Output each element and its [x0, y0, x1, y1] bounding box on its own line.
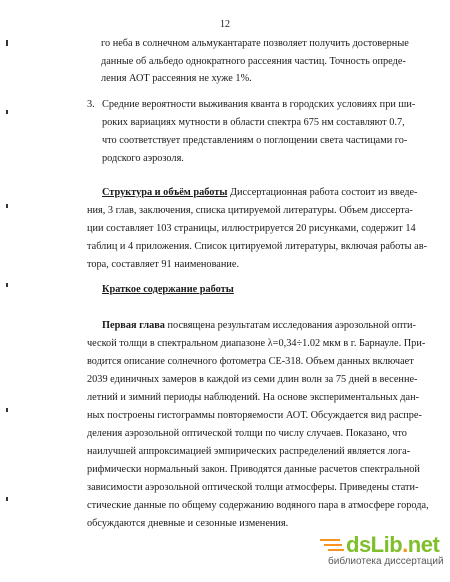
paragraph-line: роких вариациях мутности в области спектра 675 нм составляют 0.7,: [102, 117, 405, 128]
logo-tld: net: [407, 532, 440, 557]
paragraph-line: зависимости аэрозольной оптической толщи атмосферы. Приведены стати-: [87, 482, 419, 493]
paragraph-line: таблиц и 4 приложения. Список цитируемой литературы, включая работы ав-: [87, 241, 428, 252]
dslib-logo: [346, 532, 439, 558]
logo-main: dsLib: [346, 532, 403, 557]
paragraph-line: 2039 единичных замеров в каждой из семи длин волн за 75 дней в весенне-: [87, 374, 418, 385]
paragraph-line: [102, 187, 418, 199]
structure-heading: Структура и объём работы: [102, 187, 228, 198]
scan-edge-mark: [6, 204, 8, 208]
paragraph-line: деления аэрозольной оптической толщи по числу случаев. Показано, что: [87, 428, 407, 439]
chapter-lead: Первая глава: [102, 320, 165, 331]
paragraph-line: ления АОТ рассеяния не хуже 1%.: [101, 73, 252, 84]
paragraph-line: летний и зимний периоды наблюдений. На основе экспериментальных дан-: [87, 392, 420, 403]
paragraph-line: ции составляет 103 страницы, иллюстрируется 20 рисунками, содержит 14: [87, 223, 416, 234]
paragraph-line: ческой толщи в спектральном диапазоне λ=0,34÷1.02 мкм в г. Барнауле. При-: [87, 338, 426, 349]
paragraph-line: что соответствует представлениям о поглощении света частицами го-: [102, 135, 408, 146]
watermark-subtitle: библиотека диссертаций: [328, 556, 444, 567]
paragraph-line: го неба в солнечном альмукантарате позволяет получить достоверные: [101, 38, 409, 49]
paragraph-line: обсуждаются дневные и сезонные изменения.: [87, 518, 289, 529]
logo-dot: .: [402, 532, 408, 557]
list-item-number: 3.: [87, 99, 95, 110]
paragraph-line: [102, 320, 416, 332]
paragraph-line: родского аэрозоля.: [102, 153, 184, 164]
dslib-watermark: [318, 532, 446, 572]
section-heading: Краткое содержание работы: [102, 284, 234, 295]
paragraph-line: ния, 3 глав, заключения, списка цитируемой литературы. Объем диссерта-: [87, 205, 413, 216]
page-number: 12: [220, 19, 230, 30]
paragraph-line: водится описание солнечного фотометра СЕ-318. Объем данных включает: [87, 356, 414, 367]
scan-edge-mark: [6, 283, 8, 287]
paragraph-text: Диссертационная работа состоит из введе-: [227, 187, 418, 198]
paragraph-line: Средние вероятности выживания кванта в городских условиях при ши-: [102, 99, 416, 110]
paragraph-line: наилучшей аппроксимацией эмпирических распределений является лога-: [87, 446, 411, 457]
paragraph-line: стические данные по общему содержанию водяного пара в атмосфере города,: [87, 500, 429, 511]
paragraph-line: рифмически нормальный закон. Приводятся данные расчетов спектральной: [87, 464, 420, 475]
scan-edge-mark: [6, 497, 8, 501]
paragraph-line: ных построены гистограммы повторяемости АОТ. Обсуждается вид распре-: [87, 410, 422, 421]
scan-edge-mark: [6, 40, 8, 46]
scan-edge-mark: [6, 408, 8, 412]
paragraph-text: посвящена результатам исследования аэрозольной опти-: [164, 320, 416, 331]
paragraph-line: данные об альбедо однократного рассеяния частиц. Точность опреде-: [101, 56, 406, 67]
paragraph-line: тора, составляет 91 наименование.: [87, 259, 240, 270]
scan-edge-mark: [6, 110, 8, 114]
